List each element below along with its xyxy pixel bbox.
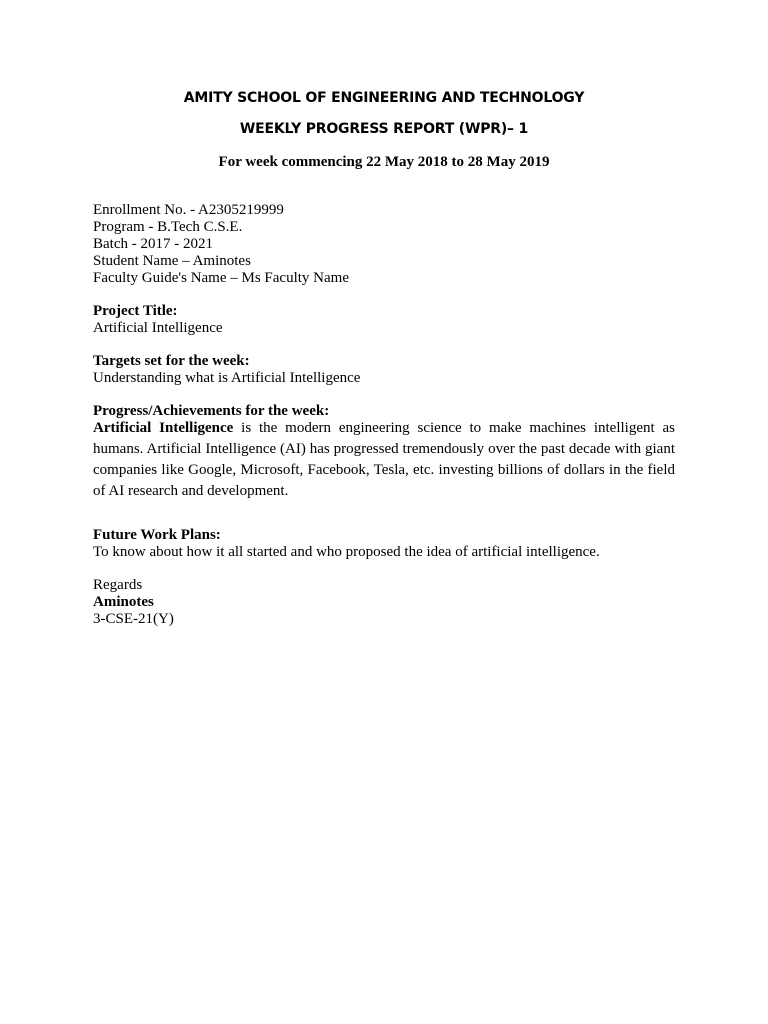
project-heading: Project Title: bbox=[93, 303, 178, 319]
batch-line: Batch - 2017 - 2021 bbox=[93, 236, 213, 252]
week-range: For week commencing 22 May 2018 to 28 May 2019 bbox=[218, 154, 550, 170]
future-heading: Future Work Plans: bbox=[93, 527, 221, 543]
targets-value: Understanding what is Artificial Intelligence bbox=[93, 370, 361, 386]
progress-text: is the modern engineering science to make machines intelligent as humans. Artificial Intelligence (AI) has progressed tremendously over the past decade with giant companies like Google, Microsoft, Facebook, Tesla, etc. investing billions of dollars in the field of AI research and development. bbox=[93, 420, 675, 499]
progress-paragraph bbox=[93, 418, 675, 502]
student-details bbox=[93, 202, 675, 287]
progress-heading: Progress/Achievements for the week: bbox=[93, 403, 330, 419]
progress-section bbox=[93, 403, 675, 502]
project-value: Artificial Intelligence bbox=[93, 320, 223, 336]
report-title: WEEKLY PROGRESS REPORT (WPR)– 1 bbox=[239, 121, 529, 137]
targets-heading: Targets set for the week: bbox=[93, 353, 250, 369]
signoff-section bbox=[93, 577, 675, 628]
school-name: AMITY SCHOOL OF ENGINEERING AND TECHNOLOGY bbox=[183, 90, 585, 106]
enrollment-line: Enrollment No. - A2305219999 bbox=[93, 202, 284, 218]
targets-section bbox=[93, 353, 675, 387]
signoff-code: 3-CSE-21(Y) bbox=[93, 611, 174, 627]
signoff-name: Aminotes bbox=[93, 594, 154, 610]
progress-lead: Artificial Intelligence bbox=[93, 420, 234, 436]
student-name-line: Student Name – Aminotes bbox=[93, 253, 251, 269]
project-section bbox=[93, 303, 675, 337]
faculty-guide-line: Faculty Guide's Name – Ms Faculty Name bbox=[93, 270, 349, 286]
future-value: To know about how it all started and who proposed the idea of artificial intelligence. bbox=[93, 544, 600, 560]
program-line: Program - B.Tech C.S.E. bbox=[93, 219, 243, 235]
future-section bbox=[93, 527, 675, 561]
regards-line: Regards bbox=[93, 577, 143, 593]
